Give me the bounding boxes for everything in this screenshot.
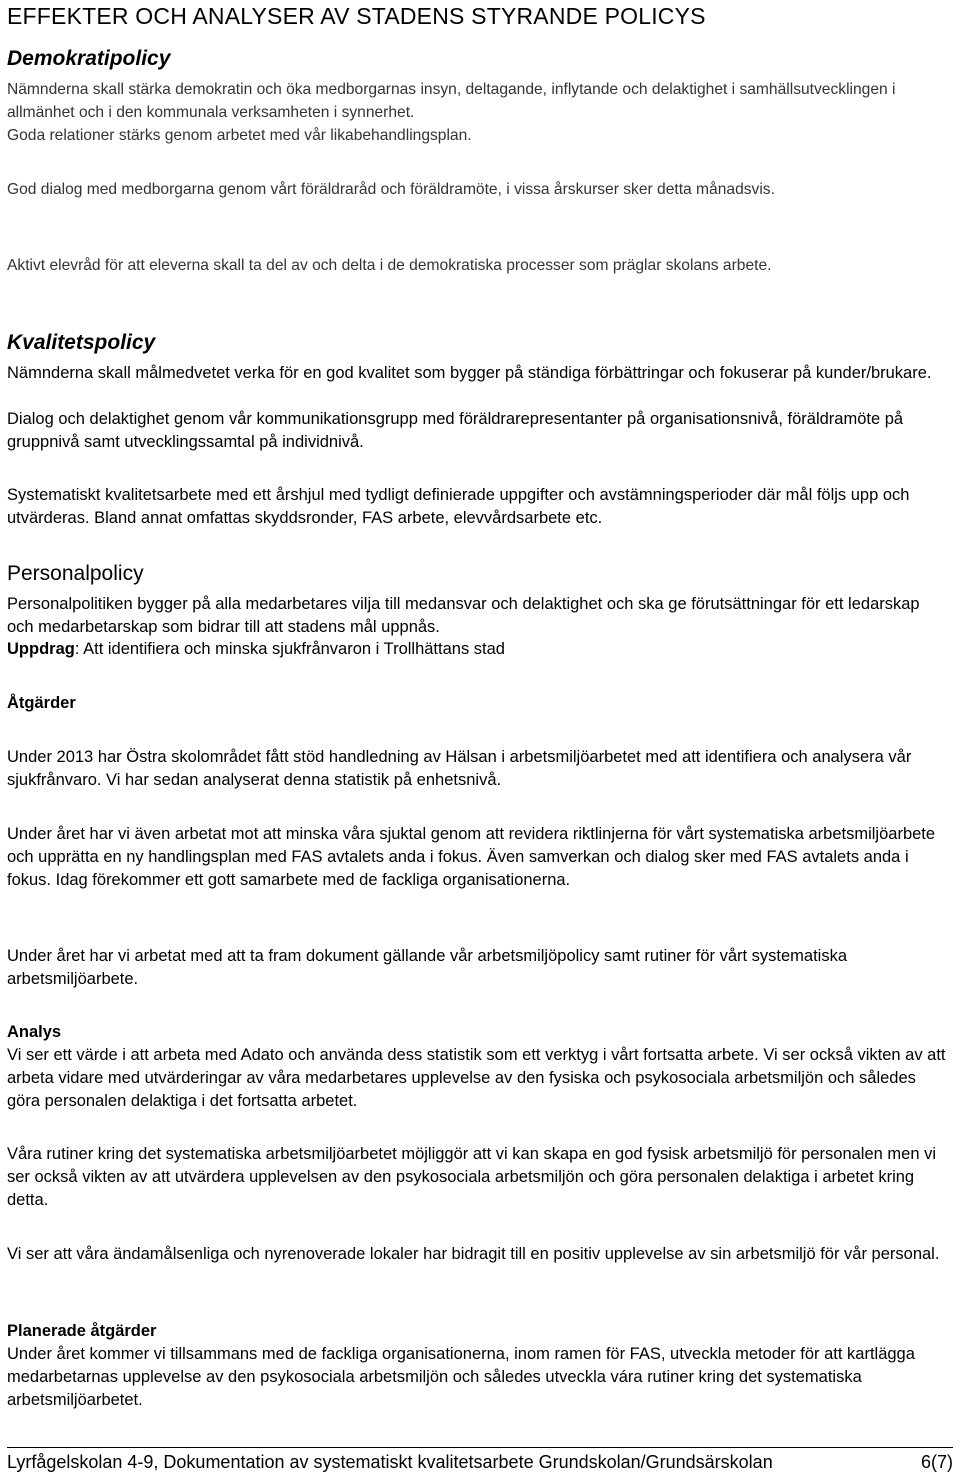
demokratipolicy-elevrad: Aktivt elevråd för att eleverna skall ta del av och delta i de demokratiska processer som präglar skolans arbete. (7, 257, 772, 274)
planerade-atgarder-paragraph: Under året kommer vi tillsammans med de fackliga organisationerna, inom ramen för FAS, utveckla metoder för att kartlägga medarbetarnas upplevelse av den psykosociala arbetsmiljön och således utveckla vára rutiner kring det systematiska arbetsmiljöarbetet. (7, 1345, 915, 1409)
kvalitetspolicy-heading: Kvalitetspolicy (7, 331, 156, 354)
atgarder-paragraph-1: Under 2013 har Östra skolområdet fått stöd handledning av Hälsan i arbetsmiljöarbetet med att identifiera och analysera vår sjukfrånvaro. Vi har sedan analyserat denna statistik på enhetsnivå. (7, 748, 912, 789)
document-title: EFFEKTER OCH ANALYSER AV STADENS STYRANDE POLICYS (7, 3, 706, 29)
planerade-atgarder-heading: Planerade åtgärder (7, 1322, 157, 1340)
kvalitetspolicy-dialog: Dialog och delaktighet genom vår kommunikationsgrupp med föräldrarepresentanter på organisationsnivå, föräldramöte på gruppnivå samt utvecklingssamtal på individnivå. (7, 410, 904, 451)
personalpolicy-intro: Personalpolitiken bygger på alla medarbetares vilja till medansvar och delaktighet och ska ge förutsättningar för ett ledarskap och medarbetarskap som bidrar till att stadens mål uppnås. (7, 595, 920, 636)
footer-divider (7, 1447, 953, 1448)
personalpolicy-uppdrag (7, 638, 947, 661)
footer-document-label: Lyrfågelskolan 4-9, Dokumentation av systematiskt kvalitetsarbete Grundskolan/Grundsärskolan (7, 1452, 773, 1472)
analys-paragraph-1: Vi ser ett värde i att arbeta med Adato och använda dess statistik som ett verktyg i vårt fortsatta arbete. Vi ser också vikten av att arbeta vidare med utvärderingar av våra medarbetares upplevelse av den fysiska och psykosociala arbetsmiljön och således göra personalen delaktiga i det fortsatta arbetet. (7, 1046, 946, 1110)
atgarder-heading: Åtgärder (7, 694, 76, 712)
analys-heading: Analys (7, 1023, 62, 1041)
analys-paragraph-2: Våra rutiner kring det systematiska arbetsmiljöarbetet möjliggör att vi kan skapa en god fysisk arbetsmiljö för personalen men vi ser också vikten av att utvärdera upplevelsen av den psykosociala arbetsmiljön och göra personalen delaktiga i arbetet kring detta. (7, 1145, 937, 1209)
demokratipolicy-intro: Nämnderna skall stärka demokratin och öka medborgarnas insyn, deltagande, inflytande och delaktighet i samhällsutvecklingen i allmänhet och i den kommunala verksamheten i synnerhet. (7, 81, 896, 121)
atgarder-paragraph-2: Under året har vi även arbetat mot att minska våra sjuktal genom att revidera riktlinjerna för vårt systematiska arbetsmiljöarbete och upprätta en ny handlingsplan med FAS avtalets anda i fokus. Även samverkan och dialog sker med FAS avtalets anda i fokus. Idag förekommer ett gott samarbete med de fackliga organisationerna. (7, 825, 936, 889)
kvalitetspolicy-systematiskt: Systematiskt kvalitetsarbete med ett årshjul med tydligt definierade uppgifter och avstämningsperioder där mål följs upp och utvärderas. Bland annat omfattas skyddsronder, FAS arbete, elevvårdsarbete etc. (7, 486, 910, 527)
uppdrag-text: : Att identifiera och minska sjukfrånvaron i Trollhättans stad (74, 640, 505, 658)
page-number: 6(7) (920, 1452, 953, 1472)
demokratipolicy-heading: Demokratipolicy (7, 47, 171, 70)
demokratipolicy-dialog: God dialog med medborgarna genom vårt föräldraråd och föräldramöte, i vissa årskurser sker detta månadsvis. (7, 181, 775, 198)
demokratipolicy-relations: Goda relationer stärks genom arbetet med vår likabehandlingsplan. (7, 127, 472, 144)
analys-paragraph-3: Vi ser att våra ändamålsenliga och nyrenoverade lokaler har bidragit till en positiv upplevelse av sin arbetsmiljö för vår personal. (7, 1245, 940, 1263)
personalpolicy-heading: Personalpolicy (7, 562, 144, 585)
uppdrag-label: Uppdrag (7, 640, 75, 658)
kvalitetspolicy-intro: Nämnderna skall målmedvetet verka för en god kvalitet som bygger på ständiga förbättringar och fokuserar på kunder/brukare. (7, 364, 932, 382)
atgarder-paragraph-3: Under året har vi arbetat med att ta fram dokument gällande vår arbetsmiljöpolicy samt rutiner för vårt systematiska arbetsmiljöarbete. (7, 947, 848, 988)
